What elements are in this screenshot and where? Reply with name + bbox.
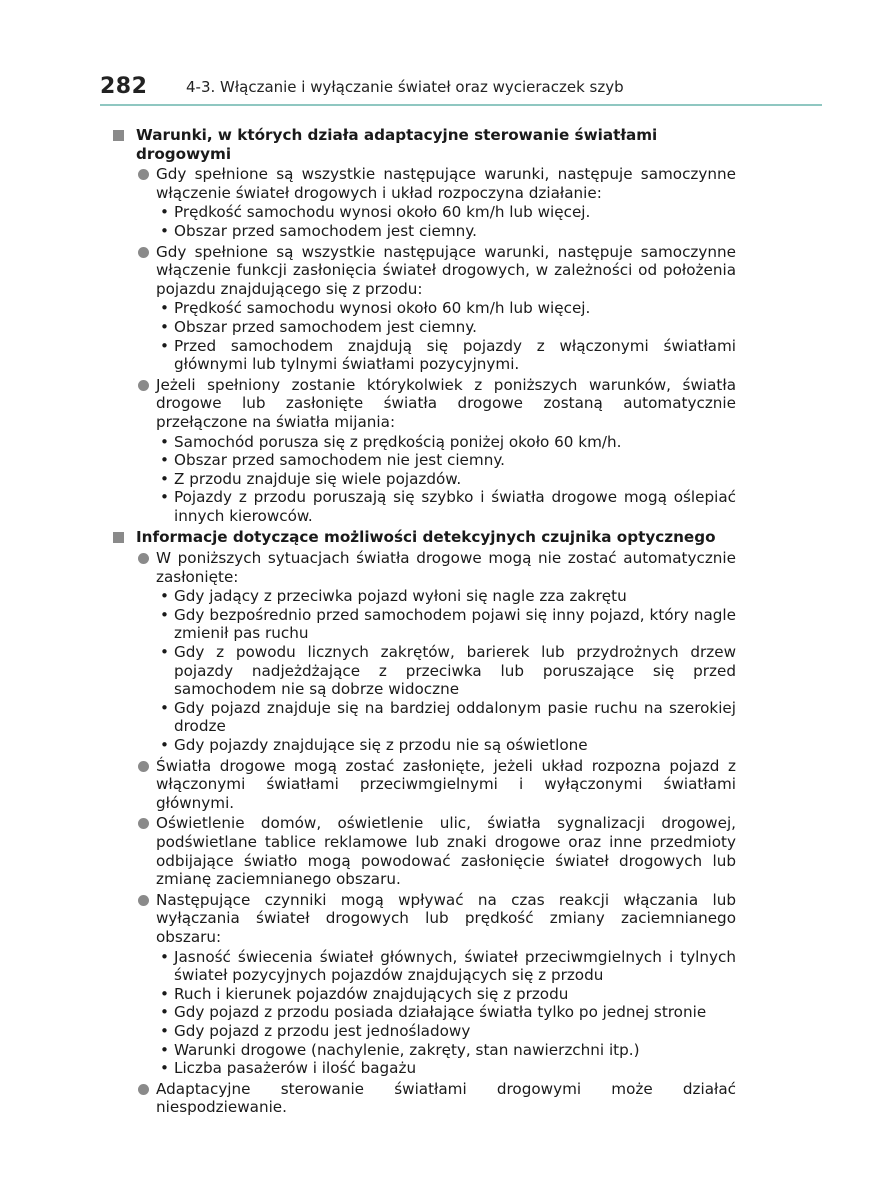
paragraph xyxy=(112,165,736,202)
paragraph-text: Następujące czynniki mogą wpływać na czas reakcji włączania lub wyłączania świateł drogowych lub prędkość zmiany zaciemnianego obszaru: xyxy=(156,890,736,946)
bullet-text: Gdy pojazd z przodu jest jednośladowy xyxy=(174,1021,471,1040)
paragraph xyxy=(112,1080,736,1117)
paragraph xyxy=(112,814,736,888)
bullet-list xyxy=(112,433,736,526)
dot-icon: • xyxy=(160,1021,169,1040)
section-heading-text: Warunki, w których działa adaptacyjne sterowanie światłami drogowymi xyxy=(136,126,658,163)
bullet-text: Gdy pojazd z przodu posiada działające światła tylko po jednej stronie xyxy=(174,1003,707,1022)
chapter-title: 4-3. Włączanie i wyłączanie świateł oraz wycieraczek szyb xyxy=(186,78,624,96)
paragraph-text: W poniższych sytuacjach światła drogowe mogą nie zostać automatycznie zasłonięte: xyxy=(156,549,736,586)
circle-icon xyxy=(138,380,149,391)
paragraph-text: Oświetlenie domów, oświetlenie ulic, światła sygnalizacji drogowej, podświetlane tablice reklamowe lub znaki drogowe oraz inne przedmioty odbijające światło mogą powodować zasłonięcie świateł drogowych lub zmianę zaciemnianego obszaru. xyxy=(156,814,736,889)
bullet-text: Gdy bezpośrednio przed samochodem pojawi się inny pojazd, który nagle zmienił pas ruchu xyxy=(174,605,736,643)
bullet-item xyxy=(112,203,736,222)
paragraph xyxy=(112,376,736,432)
bullet-item xyxy=(112,1022,736,1041)
bullet-item xyxy=(112,1041,736,1060)
section xyxy=(112,528,736,1116)
dot-icon: • xyxy=(160,221,169,240)
bullet-item xyxy=(112,606,736,643)
bullet-text: Z przodu znajduje się wiele pojazdów. xyxy=(174,469,462,488)
dot-icon: • xyxy=(160,984,169,1003)
bullet-text: Prędkość samochodu wynosi około 60 km/h lub więcej. xyxy=(174,299,591,318)
paragraph xyxy=(112,243,736,299)
dot-icon: • xyxy=(160,736,169,754)
dot-icon: • xyxy=(160,299,169,318)
bullet-item xyxy=(112,337,736,374)
dot-icon: • xyxy=(160,203,169,222)
bullet-text: Samochód porusza się z prędkością poniżej około 60 km/h. xyxy=(174,432,622,451)
dot-icon: • xyxy=(160,605,169,624)
bullet-text: Pojazdy z przodu poruszają się szybko i światła drogowe mogą oślepiać innych kierowców. xyxy=(174,488,736,525)
dot-icon: • xyxy=(160,317,169,336)
paragraph-text: Gdy spełnione są wszystkie następujące warunki, następuje samoczynne włączenie świateł drogowych i układ rozpoczyna działanie: xyxy=(156,165,736,202)
bullet-text: Ruch i kierunek pojazdów znajdujących się z przodu xyxy=(174,984,569,1003)
section-heading-text: Informacje dotyczące możliwości detekcyjnych czujnika optycznego xyxy=(136,528,716,547)
bullet-list xyxy=(112,587,736,754)
circle-icon xyxy=(138,761,149,772)
paragraph-text: Gdy spełnione są wszystkie następujące warunki, następuje samoczynne włączenie funkcji zasłonięcia świateł drogowych, w zależności od położenia pojazdu znajdującego się z przodu: xyxy=(156,242,736,298)
header-divider xyxy=(100,104,822,106)
dot-icon: • xyxy=(160,469,169,488)
circle-icon xyxy=(138,895,149,906)
circle-icon xyxy=(138,1084,149,1095)
dot-icon: • xyxy=(160,1003,169,1022)
bullet-text: Obszar przed samochodem nie jest ciemny. xyxy=(174,451,505,470)
bullet-item xyxy=(112,222,736,241)
bullet-text: Gdy jadący z przeciwka pojazd wyłoni się nagle zza zakrętu xyxy=(174,587,627,606)
bullet-item xyxy=(112,433,736,452)
section xyxy=(112,126,736,525)
page-content xyxy=(112,126,736,1120)
circle-icon xyxy=(138,169,149,180)
page-number: 282 xyxy=(100,74,148,99)
bullet-text: Obszar przed samochodem jest ciemny. xyxy=(174,221,477,240)
bullet-item xyxy=(112,451,736,470)
dot-icon: • xyxy=(160,1059,169,1078)
square-icon xyxy=(113,130,124,141)
paragraph-text: Jeżeli spełniony zostanie którykolwiek z poniższych warunków, światła drogowe lub zasłonięte światła drogowe zostaną automatycznie przełączone na światła mijania: xyxy=(156,375,736,431)
bullet-item xyxy=(112,318,736,337)
dot-icon: • xyxy=(160,451,169,470)
bullet-text: Gdy z powodu licznych zakrętów, barierek lub przydrożnych drzew pojazdy nadjeżdżające z przeciwka lub poruszające się przed samochodem nie są dobrze widoczne xyxy=(174,643,736,699)
bullet-item xyxy=(112,643,736,699)
page-header xyxy=(100,72,822,106)
bullet-text: Warunki drogowe (nachylenie, zakręty, stan nawierzchni itp.) xyxy=(174,1040,640,1059)
bullet-item xyxy=(112,985,736,1004)
section-heading xyxy=(112,528,736,547)
bullet-list xyxy=(112,203,736,240)
bullet-text: Przed samochodem znajdują się pojazdy z włączonymi światłami głównymi lub tylnymi światłami pozycyjnymi. xyxy=(174,336,736,374)
dot-icon: • xyxy=(160,1040,169,1059)
bullet-list xyxy=(112,948,736,1078)
bullet-list xyxy=(112,299,736,373)
paragraph xyxy=(112,757,736,813)
bullet-item xyxy=(112,299,736,318)
dot-icon: • xyxy=(160,432,169,451)
dot-icon: • xyxy=(160,587,169,606)
bullet-item xyxy=(112,470,736,489)
bullet-item xyxy=(112,1059,736,1078)
bullet-item xyxy=(112,488,736,525)
dot-icon: • xyxy=(160,947,169,966)
bullet-item xyxy=(112,699,736,736)
circle-icon xyxy=(138,818,149,829)
paragraph-text: Adaptacyjne sterowanie światłami drogowymi może działać niespodziewanie. xyxy=(156,1079,736,1117)
circle-icon xyxy=(138,247,149,258)
circle-icon xyxy=(138,553,149,564)
dot-icon: • xyxy=(160,488,169,507)
bullet-text: Gdy pojazdy znajdujące się z przodu nie są oświetlone xyxy=(174,736,588,754)
section-heading xyxy=(112,126,736,163)
bullet-item xyxy=(112,1003,736,1022)
square-icon xyxy=(113,532,124,543)
bullet-item xyxy=(112,948,736,985)
paragraph-text: Światła drogowe mogą zostać zasłonięte, jeżeli układ rozpozna pojazd z włączonymi światłami przeciwmgielnymi i wyłączonymi światłami głównymi. xyxy=(156,756,736,812)
dot-icon: • xyxy=(160,643,169,662)
bullet-text: Liczba pasażerów i ilość bagażu xyxy=(174,1059,417,1078)
bullet-text: Gdy pojazd znajduje się na bardziej oddalonym pasie ruchu na szerokiej drodze xyxy=(174,698,736,736)
paragraph xyxy=(112,891,736,947)
bullet-text: Jasność świecenia świateł głównych, świateł przeciwmgielnych i tylnych świateł pozycyjnych pojazdów znajdujących się z przodu xyxy=(174,947,736,985)
dot-icon: • xyxy=(160,698,169,717)
bullet-text: Obszar przed samochodem jest ciemny. xyxy=(174,317,477,336)
bullet-text: Prędkość samochodu wynosi około 60 km/h lub więcej. xyxy=(174,203,591,222)
dot-icon: • xyxy=(160,336,169,355)
paragraph xyxy=(112,549,736,586)
bullet-item xyxy=(112,736,736,755)
bullet-item xyxy=(112,587,736,606)
